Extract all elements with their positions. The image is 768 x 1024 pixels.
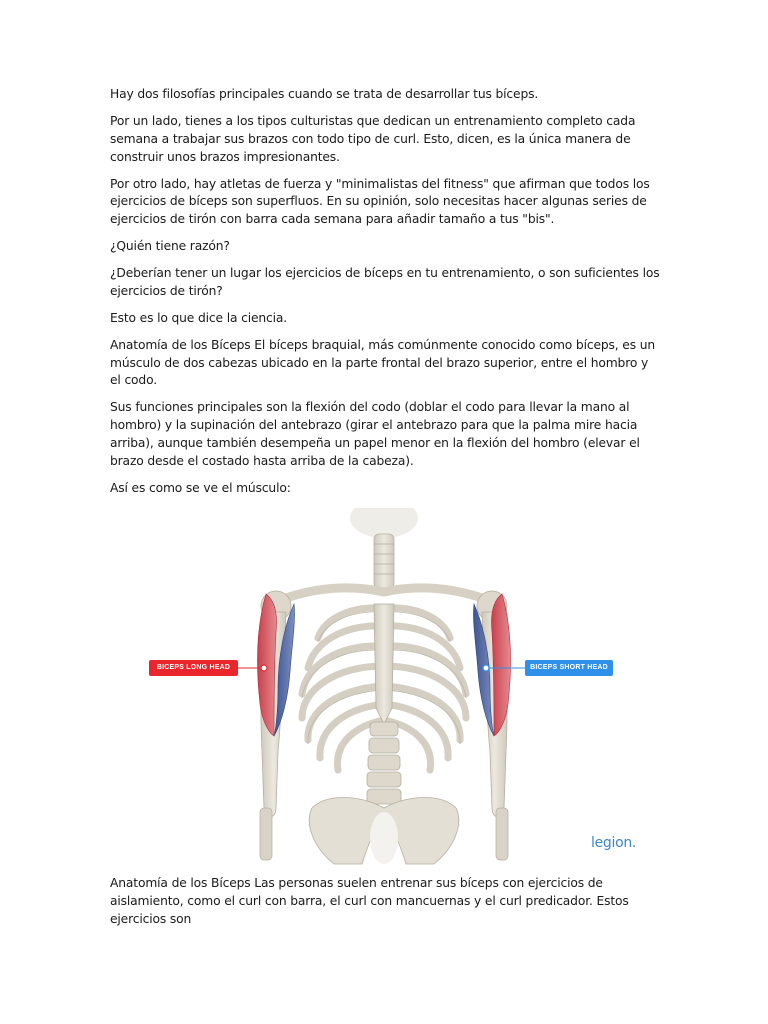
biceps-short-head-label: BICEPS SHORT HEAD xyxy=(525,660,613,676)
sacrum-shadow xyxy=(370,812,398,864)
paragraph: ¿Deberían tener un lugar los ejercicios de bíceps en tu entrenamiento, o son suficientes los ejercicios de tirón? xyxy=(110,266,660,298)
paragraph: Hay dos filosofías principales cuando se trata de desarrollar tus bíceps. xyxy=(110,87,539,101)
paragraph: Así es como se ve el músculo: xyxy=(110,480,291,495)
right-clavicle xyxy=(384,588,488,600)
biceps-long-head-label: BICEPS LONG HEAD xyxy=(149,660,238,676)
paragraph: Esto es lo que dice la ciencia. xyxy=(110,310,288,325)
biceps-anatomy-figure xyxy=(148,508,637,868)
right-biceps-long-head xyxy=(491,594,510,736)
paragraph: Anatomía de los Bíceps Las personas suelen entrenar sus bíceps con ejercicios de aislamiento, como el curl con barra, el curl con mancuernas y el curl predicador. Estos ejercicios son xyxy=(110,876,629,926)
article-text-top xyxy=(110,86,662,507)
paragraph: Por otro lado, hay atletas de fuerza y "minimalistas del fitness" que afirman que todos los ejercicios de bíceps son superfluos. En su opinión, solo necesitas hacer algunas series de ejercicios de tirón con barra cada semana para añadir tamaño a tus "bis". xyxy=(110,176,650,227)
left-biceps-long-head xyxy=(258,594,277,736)
skeleton-illustration xyxy=(148,508,618,868)
left-clavicle xyxy=(280,588,384,600)
paragraph: Sus funciones principales son la flexión del codo (doblar el codo para llevar la mano al hombro) y la supinación del antebrazo (girar el antebrazo para que la palma mire hacia arriba), aunque también desempeña un papel menor en la flexión del hombro (elevar el brazo desde el costado hasta arriba de la cabeza). xyxy=(110,400,640,468)
article-text-bottom xyxy=(110,875,662,938)
neck-spine xyxy=(374,534,394,588)
sternum xyxy=(374,604,394,724)
paragraph: ¿Quién tiene razón? xyxy=(110,239,230,254)
skull-shape xyxy=(350,508,418,538)
legion-logo: legion. xyxy=(591,835,637,851)
lumbar-spine xyxy=(367,722,401,804)
paragraph: Anatomía de los Bíceps El bíceps braquial, más comúnmente conocido como bíceps, es un músculo de dos cabezas ubicado en la parte frontal del brazo superior, entre el hombro y el codo. xyxy=(110,337,656,388)
paragraph: Por un lado, tienes a los tipos culturistas que dedican un entrenamiento completo cada semana a trabajar sus brazos con todo tipo de curl. Esto, dicen, es la única manera de construir unos brazos impresionantes. xyxy=(110,113,636,164)
